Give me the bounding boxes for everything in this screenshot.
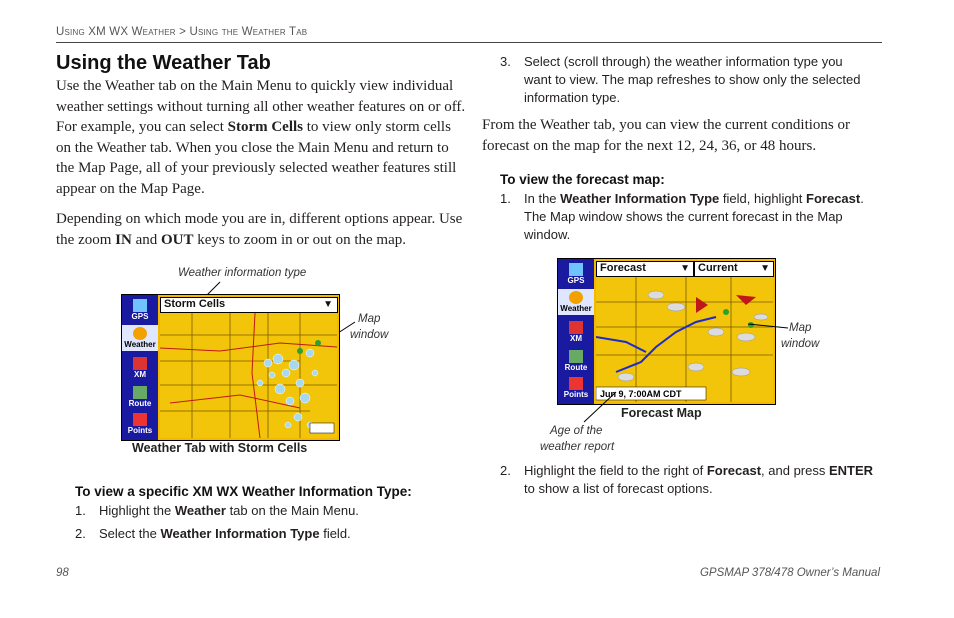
storm-cells-screenshot [121,294,340,441]
page-title: Using the Weather Tab [56,52,271,74]
satellite-icon [133,299,147,312]
running-header: Using XM WX Weather > Using the Weather Tab [56,26,308,38]
sidebar-weather: Weather [122,325,158,351]
dropdown-arrow-icon: ▼ [680,263,690,274]
callout-weather-info-type: Weather information type [178,267,307,279]
step-1-right: 1. In the Weather Information Type field, highlight Forecast. The Map window shows the current forecast in the Map window. [500,191,864,242]
timestamp-label: Jun 9, 7:00AM CDT [600,389,682,399]
header-rule [56,42,882,43]
storm-cells-term: Storm Cells [227,119,304,135]
intro-paragraph: Use the Weather tab on the Main Menu to quickly view individual weather settings without turning all other weather features on or off. For example, you can select Storm Cells to view only storm cells on the Weather tab. When you close the Main Menu and return to the Map Page, all of your previously selected weather features still appear on the Map Page. [56,78,466,197]
in-key: IN [115,231,132,248]
sidebar-route-2: Route [558,348,594,374]
current-field: Current ▼ [694,261,774,277]
satellite-icon [569,263,583,276]
dropdown-arrow-icon: ▼ [760,263,770,274]
sidebar-xm: XM [122,355,158,381]
step-1-left: 1. Highlight the Weather tab on the Main Menu. [75,503,359,518]
section-heading-specific-type: To view a specific XM WX Weather Information Type: [75,484,412,499]
step-2-left: 2. Select the Weather Information Type field. [75,526,351,541]
storm-map [160,313,337,438]
callout-map-window-2: Map window [781,322,820,350]
device-sidebar [122,295,158,440]
step-3-right: 3. Select (scroll through) the weather information type you want to view. The map refreshes to show only the selected information type. [500,54,861,105]
sidebar-points: Points [122,411,158,437]
sidebar-weather-2: Weather [558,289,594,315]
callout-lines-fig2 [570,300,795,430]
callout-age-of-report: Age of the weather report [540,425,615,453]
sidebar-points-2: Points [558,375,594,401]
section-heading-forecast-map: To view the forecast map: [500,172,665,187]
step-2-right: 2. Highlight the field to the right of Forecast, and press ENTER to show a list of forecast options. [500,463,874,496]
page-number: 98 [56,567,69,579]
figure-caption-storm-cells: Weather Tab with Storm Cells [132,441,308,455]
zoom-paragraph: Depending on which mode you are in, different options appear. Use the zoom IN and OUT keys to zoom in or out on the map. [56,211,463,248]
xm-radio-icon [133,357,147,370]
flag-icon [133,413,147,426]
dropdown-arrow-icon: ▼ [323,299,333,310]
weather-type-field: Storm Cells ▼ [160,297,338,313]
sidebar-route: Route [122,384,158,410]
figure-caption-forecast-map: Forecast Map [621,406,702,420]
out-key: OUT [161,231,194,248]
sun-cloud-icon [133,327,147,340]
forecast-paragraph: From the Weather tab, you can view the current conditions or forecast on the map for the next 12, 24, 36, or 48 hours. [482,117,850,154]
route-icon [133,386,147,399]
callout-map-window: Map window [350,313,389,341]
sidebar-gps-2: GPS [558,261,594,287]
forecast-field: Forecast ▼ [596,261,694,277]
sidebar-gps: GPS [122,297,158,323]
manual-title: GPSMAP 378/478 Owner’s Manual [699,567,880,579]
sidebar-xm-2: XM [558,319,594,345]
